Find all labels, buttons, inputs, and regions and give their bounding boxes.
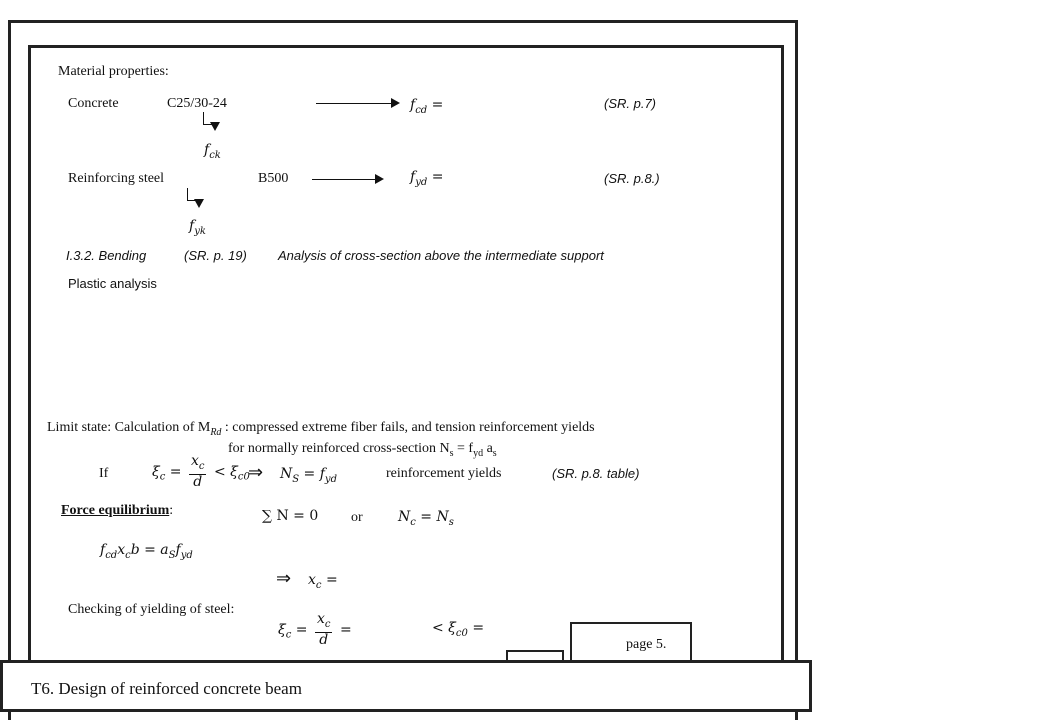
if-result-formula: $N_S = f_{yd}$ [280,466,337,485]
if-label: If [99,466,109,481]
inner-frame [28,45,784,665]
material-properties-heading: Material properties: [58,64,169,79]
or-text: or [351,510,363,525]
concrete-reference: (SR. p.7) [604,96,657,111]
reinforcement-yields-text: reinforcement yields [386,466,502,481]
bottom-title-bar [0,660,812,712]
fyk-symbol: $f_{yk}$ [189,218,206,237]
sum-n-equation: ∑ N = 0 [262,508,319,524]
fyd-symbol: $f_{yd}$ = [410,169,444,188]
bending-section: I.3.2. Bending [66,248,147,263]
analysis-title: Analysis of cross-section above the intermediate support [278,248,604,263]
page-tab [570,622,692,662]
nc-equals-ns: $N_c = N_s$ [398,509,454,528]
force-equilibrium-heading: Force equilibrium: [61,503,174,518]
concrete-grade: C25/30-24 [167,96,227,111]
steel-grade: B500 [258,171,289,186]
plastic-analysis: Plastic analysis [68,276,157,291]
limit-state-line1: Limit state: Calculation of $M_{Rd}$ : compressed extreme fiber fails, and tension reinforcement yields [47,420,595,438]
concrete-arrow [316,103,398,104]
concrete-label: Concrete [68,96,119,111]
concrete-down-arrowhead [210,122,220,131]
fck-symbol: $f_{ck}$ [204,142,221,161]
page-number: page 5. [626,637,667,652]
document-title: T6. Design of reinforced concrete beam [31,679,302,698]
limit-state-line2: for normally reinforced cross-section $N_s = f_{yd}$ $a_s$ [228,441,497,459]
steel-label: Reinforcing steel [68,171,165,186]
checking-label: Checking of yielding of steel: [68,602,235,617]
checking-limit: < $\xi_{c0}$ = [432,620,485,639]
if-condition-formula: $\xi_c$ = $\frac{x_c}{d}$ < $\xi_{c0}$ [152,453,250,490]
yields-reference: (SR. p.8. table) [552,466,640,481]
force-balance-equation: $f_{cd}x_cb = a_Sf_{yd}$ [100,542,193,561]
checking-formula: $\xi_c$ = $\frac{x_c}{d}$ = [278,611,352,648]
xc-implies-symbol: ⇒ [276,568,292,588]
bending-reference: (SR. p. 19) [184,248,247,263]
if-implies-symbol: ⇒ [248,462,264,482]
fcd-symbol: $f_{cd}$ = [410,97,444,116]
steel-arrow [312,179,382,180]
steel-down-arrowhead [194,199,204,208]
xc-equation: $x_c$ = [308,572,338,591]
steel-reference: (SR. p.8.) [604,171,660,186]
